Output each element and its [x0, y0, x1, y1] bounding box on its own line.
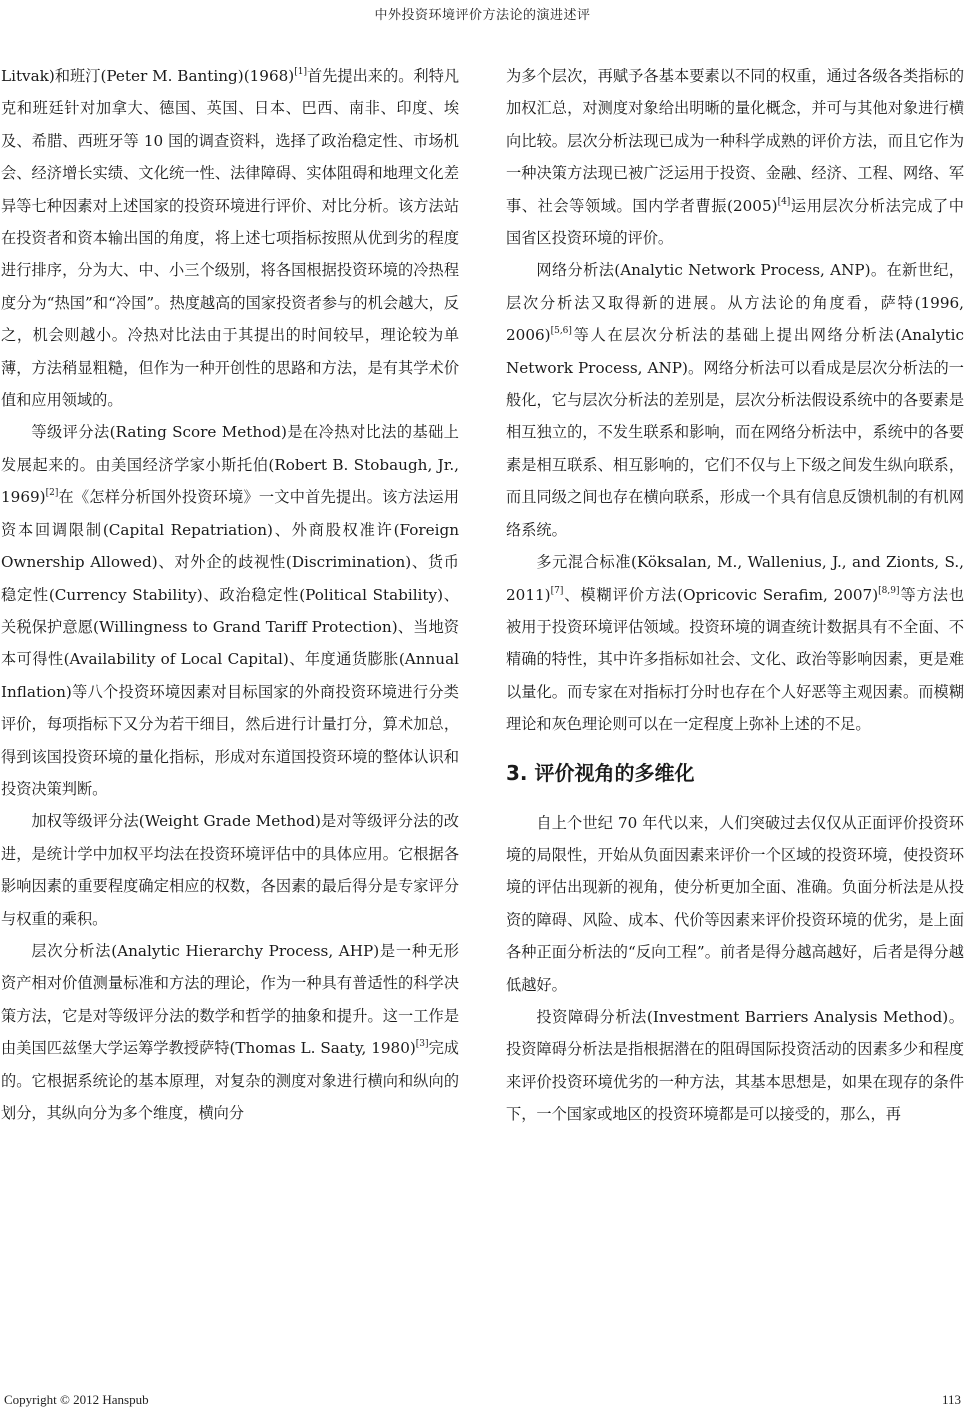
text-span: Litvak)和班汀(Peter M. Banting)(1968) — [1, 67, 295, 85]
paragraph-cold-hot-method — [1, 60, 459, 416]
text-span: 等级评分法(Rating Score Method)是在冷热对比法的基础上发展起来的。由美国经济学家小斯托伯(Robert B. Stobaugh, Jr., 1969) — [1, 423, 459, 507]
paragraph-investment-barriers: 投资障碍分析法(Investment Barriers Analysis Method)。投资障碍分析法是指根据潜在的阻碍国际投资活动的因素多少和程度来评价投资环境优劣的一种方法，其基本思想是，如果在现存的条件下，一个国家或地区的投资环境都是可以接受的，那么，再 — [506, 1007, 964, 1124]
paragraph-ahp — [1, 935, 459, 1129]
citation: [8,9] — [878, 585, 900, 596]
copyright-notice: Copyright © 2012 Hanspub — [4, 1392, 149, 1407]
text-span: 等人在层次分析法的基础上提出网络分析法(Analytic Network Process, ANP)。网络分析法可以看成是层次分析法的一般化，它与层次分析法的差别是，层次分析法假设系统中的各要素是相互独立的，不发生联系和影响，而在网络分析法中，系统中的各要素是相互联系、相互影响的，它们不仅与上下级之间发生纵向联系，而且同级之间也存在横向联系，形成一个具有信息反馈机制的有机网络系统。 — [506, 326, 964, 539]
paragraph-mixed-criteria — [506, 546, 964, 740]
paragraph-ahp-continued — [506, 60, 964, 254]
running-header: 中外投资环境评价方法论的演进述评 — [374, 8, 591, 23]
citation: [5,6] — [550, 326, 572, 337]
paragraph-negative-analysis: 自上个世纪 70 年代以来，人们突破过去仅仅从正面评价投资环境的局限性，开始从负面因素来评价一个区域的投资环境，使投资环境的评估出现新的视角，使分析更加全面、准确。负面分析法是从投资的障碍、风险、成本、代价等因素来评价投资环境的优劣，是上面各种正面分析法的“反向工程”。前者是得分越高越好，后者是得分越低越好。 — [506, 813, 964, 994]
text-span: 多元混合标准(Köksalan, M., Wallenius, J., and Zionts, S., 2011) — [506, 553, 964, 604]
paragraph-rating-score-method — [1, 416, 459, 805]
text-span: 完成的。它根据系统论的基本原理，对复杂的测度对象进行横向和纵向的划分，其纵向分为多个维度，横向分 — [1, 1039, 459, 1122]
text-span: 首先提出来的。利特凡克和班廷针对加拿大、德国、英国、日本、巴西、南非、印度、埃及、希腊、西班牙等 10 国的调查资料，选择了政治稳定性、市场机会、经济增长实绩、文化统一性、法律障碍、实体阻碍和地理文化差异等七种因素对上述国家的投资环境进行评价、对比分析。该方法站在投资者和资本输出国的角度，将上述七项指标按照从优到劣的程度进行排序，分为大、中、小三个级别，将各国根据投资环境的冷热程度分为“热国”和“冷国”。热度越高的国家投资者参与的机会越大，反之，机会则越小。冷热对比法由于其提出的时间较早，理论较为单薄，方法稍显粗糙，但作为一种开创性的思路和方法，是有其学术价值和应用领域的。 — [1, 67, 460, 410]
text-span: 等方法也被用于投资环境评估领域。投资环境的调查统计数据具有不全面、不精确的特性，其中许多指标如社会、文化、政治等影响因素，更是难以量化。而专家在对指标打分时也存在个人好恶等主观因素。而模糊理论和灰色理论则可以在一定程度上弥补上述的不足。 — [506, 585, 965, 734]
text-span: 在《怎样分析国外投资环境》一文中首先提出。该方法运用资本回调限制(Capital Repatriation)、外商股权准许(Foreign Ownership Allowed)、对外企的歧视性(Discrimination)、货币稳定性(Currency Stability)、政治稳定性(Political Stability)、关税保护意愿(Willingness to Grand Tariff Protection)、当地资本可得性(Availability of Local Capital)、年度通货膨胀(Annual Inflation)等八个投资环境因素对目标国家的外商投资环境进行分类评价，每项指标下又分为若干细目，然后进行计量打分，算术加总，得到该国投资环境的量化指标，形成对东道国投资环境的整体认识和投资决策判断。 — [1, 488, 459, 798]
citation: [1] — [294, 67, 307, 77]
text-span: 层次分析法(Analytic Hierarchy Process, AHP)是一种无形资产相对价值测量标准和方法的理论，作为一种具有普适性的科学决策方法，它是对等级评分法的数学和哲学的抽象和提升。这一工作是由美国匹兹堡大学运筹学教授萨特(Thomas L. Saaty, 1980) — [1, 941, 459, 1058]
paragraph-weight-grade-method: 加权等级评分法(Weight Grade Method)是对等级评分法的改进，是统计学中加权平均法在投资环境评估中的具体应用。它根据各影响因素的重要程度确定相应的权数，各因素的最后得分是专家评分与权重的乘积。 — [1, 812, 459, 928]
right-column — [506, 60, 964, 1131]
citation: [7] — [550, 585, 564, 596]
paragraph-anp — [506, 254, 964, 546]
text-span: 网络分析法(Analytic Network Process, ANP)。在新世纪，层次分析法又取得新的进展。从方法论的角度看，萨特(1996, 2006) — [506, 261, 964, 345]
text-span: 为多个层次，再赋予各基本要素以不同的权重，通过各级各类指标的加权汇总，对测度对象给出明晰的量化概念，并可与其他对象进行横向比较。层次分析法现已成为一种科学成熟的评价方法，而且它作为一种决策方法现已被广泛运用于投资、金融、经济、工程、网络、军事、社会等领域。国内学者曹振(2005) — [506, 67, 964, 215]
text-span: 运用层次分析法完成了中国省区投资环境的评价。 — [506, 196, 964, 248]
text-span: 、模糊评价方法(Opricovic Serafim, 2007) — [563, 585, 879, 604]
page-number: 113 — [941, 1392, 961, 1407]
citation: [2] — [45, 488, 59, 499]
left-column — [1, 60, 459, 1129]
section-heading: 3. 评价视角的多维化 — [506, 760, 695, 785]
citation: [3] — [415, 1039, 429, 1050]
citation: [4] — [777, 196, 791, 207]
